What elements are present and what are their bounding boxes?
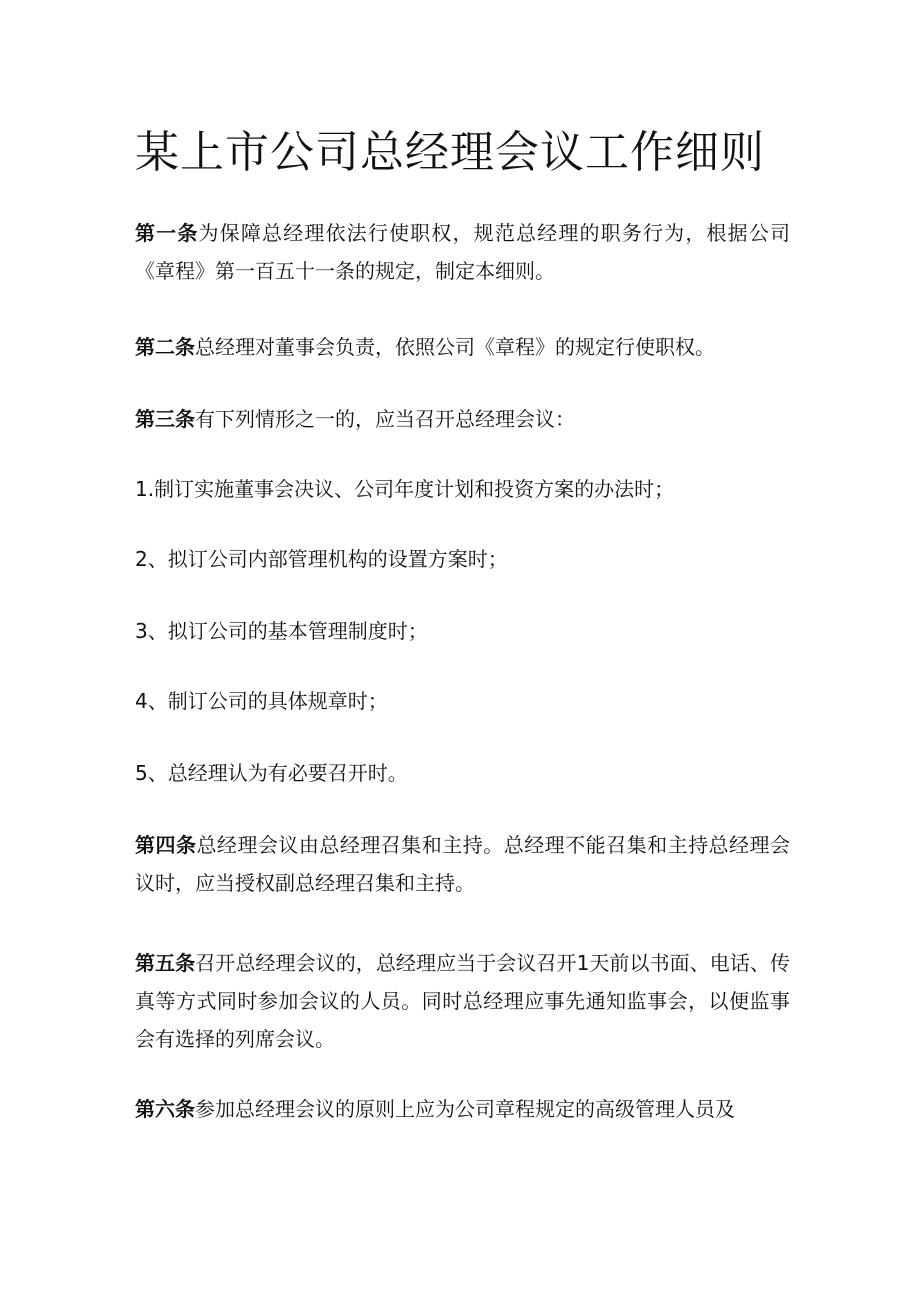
article-1 bbox=[135, 214, 790, 290]
article-label: 第五条 bbox=[135, 951, 196, 975]
article-text: 召开总经理会议的，总经理应当于会议召开1天前以书面、电话、传真等方式同时参加会议的人员。同时总经理应事先通知监事会，以便监事会有选择的列席会议。 bbox=[135, 951, 790, 1051]
list-item-text: 5、总经理认为有必要召开时。 bbox=[135, 761, 408, 785]
article-5 bbox=[135, 944, 790, 1058]
article-text: 总经理会议由总经理召集和主持。总经理不能召集和主持总经理会议时，应当授权副总经理召集和主持。 bbox=[135, 833, 791, 895]
article-label: 第三条 bbox=[135, 407, 195, 431]
list-item-text: 4、制订公司的具体规章时； bbox=[135, 689, 388, 713]
list-item-5 bbox=[135, 754, 790, 792]
article-text: 总经理对董事会负责，依照公司《章程》的规定行使职权。 bbox=[195, 335, 715, 359]
list-item-text: 1.制订实施董事会决议、公司年度计划和投资方案的办法时； bbox=[135, 477, 675, 501]
article-2 bbox=[135, 328, 790, 366]
list-item-text: 2、拟订公司内部管理机构的设置方案时； bbox=[135, 547, 508, 571]
list-item-text: 3、拟订公司的基本管理制度时； bbox=[135, 619, 428, 643]
list-item-1 bbox=[135, 470, 790, 508]
article-text: 为保障总经理依法行使职权，规范总经理的职务行为，根据公司《章程》第一百五十一条的规定，制定本细则。 bbox=[135, 221, 790, 283]
article-label: 第四条 bbox=[135, 833, 197, 857]
article-label: 第二条 bbox=[135, 335, 195, 359]
article-4 bbox=[135, 826, 790, 902]
article-text: 参加总经理会议的原则上应为公司章程规定的高级管理人员及 bbox=[195, 1097, 735, 1121]
article-6 bbox=[135, 1090, 790, 1128]
list-item-3 bbox=[135, 612, 790, 650]
article-3 bbox=[135, 400, 790, 438]
list-item-4 bbox=[135, 682, 790, 720]
article-label: 第六条 bbox=[135, 1097, 195, 1121]
document-title: 某上市公司总经理会议工作细则 bbox=[135, 127, 765, 178]
list-item-2 bbox=[135, 540, 790, 578]
article-label: 第一条 bbox=[135, 221, 199, 245]
article-text: 有下列情形之一的，应当召开总经理会议： bbox=[195, 407, 575, 431]
